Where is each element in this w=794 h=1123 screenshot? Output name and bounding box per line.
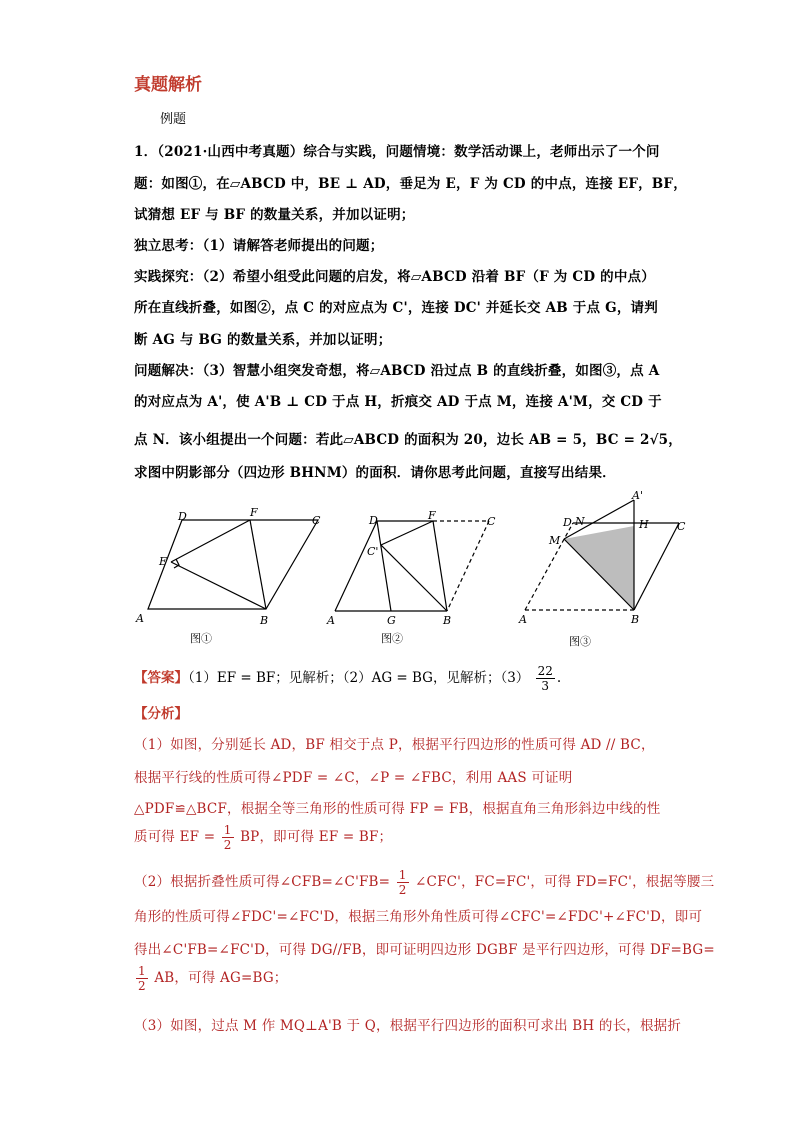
problem-line: 问题解决：（3）智慧小组突发奇想，将▱ABCD 沿过点 B 的直线折叠，如图③，点 A — [134, 363, 660, 379]
analysis-line: 得出∠C'FB=∠FC'D，可得 DG//FB，即可证明四边形 DGBF 是平行四边形，可得 DF=BG= — [134, 942, 715, 958]
segment-ad — [335, 521, 377, 611]
segment-fb — [433, 521, 447, 611]
answer-fraction: $\frac{22}{3}$ — [537, 664, 553, 693]
label-a-prime: A' — [632, 490, 643, 502]
segment-cpf — [381, 521, 433, 545]
problem-line: 题：如图①，在▱ABCD 中，BE ⊥ AD，垂足为 E，F 为 CD 的中点，连接 EF，BF， — [134, 176, 687, 192]
problem-line: 独立思考：（1）请解答老师提出的问题； — [134, 238, 384, 254]
problem-line: 点 N．该小组提出一个问题：若此▱ABCD 的面积为 20，边长 AB = 5，BC = 2√5， — [134, 432, 682, 448]
label-c: C — [487, 515, 496, 528]
analysis-line: 根据平行线的性质可得∠PDF = ∠C，∠P = ∠FBC，利用 AAS 可证明 — [134, 770, 573, 786]
label-d: D — [178, 510, 187, 523]
figure-2-caption: 图② — [381, 632, 403, 645]
segment-dg — [377, 521, 391, 611]
segment-cb — [634, 523, 679, 610]
figure-1 — [132, 505, 332, 647]
label-n: N — [575, 515, 585, 528]
answer-text: （1）EF = BF；见解析；（2）AG = BG，见解析；（3） — [188, 670, 530, 686]
analysis-line: （1）如图，分别延长 AD，BF 相交于点 P，根据平行四边形的性质可得 AD // BC， — [134, 737, 655, 753]
shaded-bhnm — [564, 526, 634, 610]
problem-line: 的对应点为 A'，使 A'B ⊥ CD 于点 H，折痕交 AD 于点 M，连接 A'M，交 CD 于 — [134, 394, 662, 410]
problem-line: 1．（2021·山西中考真题）综合与实践，问题情境：数学活动课上，老师出示了一个问 — [134, 144, 660, 160]
label-b: B — [260, 614, 269, 627]
problem-line: 求图中阴影部分（四边形 BHNM）的面积．请你思考此问题，直接写出结果． — [134, 465, 616, 481]
figure-1-caption: 图① — [190, 632, 212, 645]
figure-2 — [325, 505, 505, 647]
label-b: B — [631, 613, 640, 626]
label-c: C — [677, 520, 686, 533]
analysis-line: 角形的性质可得∠FDC'=∠FC'D，根据三角形外角性质可得∠CFC'=∠FDC'+∠FC'D，即可 — [134, 909, 703, 925]
label-f: F — [428, 509, 436, 522]
answer-tag: 【答案】 — [134, 670, 188, 686]
label-m: M — [549, 534, 561, 547]
page-heading: 真题解析 — [134, 75, 202, 95]
answer-line: 【答案】（1）EF = BF；见解析；（2）AG = BG，见解析；（3） $\frac{22}{3}$ . — [134, 664, 562, 693]
label-c-prime: C' — [367, 545, 379, 558]
label-e: E — [159, 555, 168, 568]
label-d: D — [563, 516, 572, 529]
problem-line: 实践探究：（2）希望小组受此问题的启发，将▱ABCD 沿着 BF（F 为 CD 的中点） — [134, 269, 655, 285]
problem-line: 试猜想 EF 与 BF 的数量关系，并加以证明； — [134, 207, 415, 223]
label-a: A — [519, 613, 527, 626]
label-f: F — [250, 506, 258, 519]
label-b: B — [443, 614, 452, 627]
analysis-line: （2）根据折叠性质可得∠CFB=∠C'FB= $\frac{1}{2}$ ∠CFC'，FC=FC'，可得 FD=FC'，根据等腰三 — [134, 868, 715, 897]
segment-bf — [250, 520, 266, 609]
analysis-line: △PDF≌△BCF，根据全等三角形的性质可得 FP = FB，根据直角三角形斜边中线的性 — [134, 801, 661, 817]
label-a: A — [327, 614, 335, 627]
problem-line: 断 AG 与 BG 的数量关系，并加以证明； — [134, 332, 392, 348]
analysis-tag: 【分析】 — [134, 706, 188, 722]
segment-cb-dashed — [447, 521, 489, 611]
example-label: 例题 — [160, 112, 187, 127]
segment-be — [171, 562, 266, 609]
problem-line: 所在直线折叠，如图②，点 C 的对应点为 C'，连接 DC' 并延长交 AB 于点 G，请判 — [134, 300, 658, 316]
analysis-line: $\frac{1}{2}$ AB，可得 AG=BG； — [138, 964, 288, 993]
label-a: A — [136, 612, 144, 625]
label-d: D — [369, 514, 378, 527]
label-c: C — [312, 514, 321, 527]
segment-cpb — [381, 545, 447, 611]
figure-3-caption: 图③ — [569, 635, 591, 648]
label-h: H — [639, 518, 649, 531]
analysis-line: 质可得 EF = $\frac{1}{2}$ BP，即可得 EF = BF； — [134, 823, 393, 852]
analysis-line: （3）如图，过点 M 作 MQ⊥A'B 于 Q，根据平行四边形的面积可求出 BH 的长，根据折 — [134, 1018, 682, 1034]
segment-ef — [171, 520, 250, 562]
label-g: G — [387, 614, 396, 627]
parallelogram-abcd — [148, 520, 318, 609]
figure-3 — [515, 490, 695, 650]
